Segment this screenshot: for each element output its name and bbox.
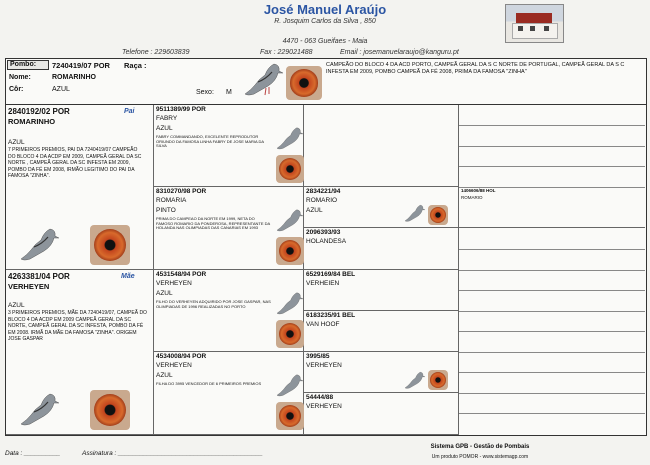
gp-ds-cell [154, 270, 304, 352]
ggp-ddd-name: VERHEYEN [306, 403, 342, 410]
pigeon-icon [244, 60, 284, 98]
ggp-sdd-ring: 2096393/93 [306, 229, 341, 236]
ggp-dds-name: VERHEYEN [306, 362, 342, 369]
ggp-ddd-ring: 54444/88 [306, 394, 334, 401]
eye-photo [286, 66, 322, 100]
pigeon-icon [276, 290, 304, 316]
pombo-label: Pombo: [7, 60, 49, 70]
breeder-email: Email : josemanuelaraujo@kanguru.pt [340, 49, 459, 56]
pedigree-grid [5, 104, 647, 436]
ggp-sdd-cell [304, 228, 459, 270]
raca-label: Raça : [124, 61, 147, 70]
gp-ss-ring: 9511389/99 POR [156, 106, 206, 113]
eye-photo [428, 370, 448, 390]
sire-notes: 7 PRIMEIROS PREMIOS, PAI DA 7240419/07 CAMPEÃO DO BLOCO 4 DA ACDP EM 2009, CAMPEÃ GERAL DA SC NORTE , CAMPEÃ GERAL DA SC INFESTA EM 2009, POMBO DA FÉ EM 2008, IRMÃO LEGITIMO DO PAI DA FAMOSA "ZINHA". [8, 147, 142, 179]
dam-cell [6, 270, 154, 435]
brand-name: Sistema GPB - Gestão de Pombais [430, 444, 530, 450]
ggp-sds-ring: 2834221/94 [306, 188, 341, 195]
gp-ss-name: FABRY [156, 115, 178, 122]
ggp-ss-cell [304, 105, 459, 187]
eye-photo [90, 390, 130, 430]
pigeon-icon [404, 203, 426, 223]
pigeon-icon [276, 125, 304, 151]
ggp-dsd-ring: 6183235/91 BEL [306, 312, 356, 319]
ggp-sds-cell [304, 187, 459, 228]
ggp-dsd-name: VAN HOOF [306, 321, 340, 328]
ggp-sdd-name: HOLANDESA [306, 238, 347, 245]
gp-dd-ring: 4534008/94 POR [156, 353, 207, 360]
eye-photo [276, 155, 304, 183]
gggp-sdss-cell [459, 187, 645, 228]
ggp-sds-color: AZUL [306, 207, 323, 214]
gp-ss-color: AZUL [156, 125, 173, 132]
pigeon-icon [20, 390, 60, 428]
breeder-name: José Manuel Araújo [263, 2, 387, 17]
dam-ring: 4263381/04 POR [8, 272, 70, 281]
signature-field: Assinatura : ________________________________________ [82, 450, 263, 457]
eye-photo [276, 320, 304, 348]
nome-label: Nome: [9, 74, 31, 81]
eye-photo [428, 205, 448, 225]
gp-ds-name: VERHEYEN [156, 280, 192, 287]
dam-notes: 3 PRIMEIROS PREMIOS, MÃE DA 7240419/07, CAMPEÃ DO BLOCO 4 DA ACDP EM 2009 CAMPEÃ GERAL DA SC NORTE, CAMPEÃ GERAL DA SC INFESTA, POMBO DA FÉ EM 2008. IRMÃ DA MÃE DA FAMOSA "ZINHA". ORIGEM JOSE GASPAR [8, 310, 147, 342]
sire-label: Pai [124, 108, 135, 115]
gp-dd-notes: FILHA DO 3995 VENCEDOR DE 6 PRIMEIROS PREMIOS [156, 381, 262, 386]
gp-ds-notes: FILHO DO VERHEYEN ADQUIRIDO POR JOSE GASPAR, NAS OLIMPIADAS DE 1996 REALIZADAS NO PORTO [156, 299, 271, 309]
cor-label: Côr: [9, 86, 24, 93]
pigeon-icon [276, 372, 304, 398]
sire-ring: 2840192/02 POR [8, 107, 70, 116]
eye-photo [276, 402, 304, 430]
ggp-dss-ring: 6529169/84 BEL [306, 271, 356, 278]
gp-sd-ring: 8310270/98 POR [156, 188, 207, 195]
ggp-ddd-cell [304, 393, 459, 435]
dam-name: VERHEYEN [8, 282, 50, 291]
sire-color: AZUL [8, 139, 25, 146]
data-field: Data : __________ [5, 450, 61, 457]
gp-ss-notes: FABRY COMMANDANDO, EXCELENTE REPRODUTOR ORIUNDO DA FAMOSA LINHA FABRY DE JOSE MARIA DA SILVA [156, 134, 264, 149]
pigeon-name: ROMARINHO [52, 74, 96, 81]
sire-cell [6, 105, 154, 270]
ggp-dsd-cell [304, 311, 459, 352]
ggp-dss-name: VERHEIEN [306, 280, 340, 287]
gp-dd-cell [154, 352, 304, 435]
gp-ds-color: AZUL [156, 290, 173, 297]
gp-sd-notes: PRIMA DO CAMPEAO DA NORTE EM 1999, NETA DO FAMOSO ROMARIO DA PONDEROSA, REPRESENTANTE DA HOLANDA NAS OLIMPIADAS DAS CANARIAS EM 1993 [156, 216, 270, 231]
pigeon-description: CAMPEÃO DO BLOCO 4 DA ACD PORTO, CAMPEÃ GERAL DA S C NORTE DE PORTUGAL, CAMPEÃ GERAL DA S C INFESTA EM 2009, POMBO CAMPEÃ DA FÉ 2008, PRIMA DA FAMOSA "ZINHA" [326, 62, 625, 75]
breeder-phone: Telefone : 229603839 [122, 49, 190, 56]
gp-ss-cell [154, 105, 304, 187]
breeder-street: R. Josquim Carlos da Silva , 850 [274, 18, 376, 25]
ggp-sds-name: ROMARIO [306, 197, 338, 204]
ggp-dds-cell [304, 352, 459, 393]
ggp-dds-ring: 3995/85 [306, 353, 330, 360]
breeder-postal: 4470 - 063 Gueifaes - Maia [282, 38, 368, 45]
dam-label: Mãe [121, 273, 135, 280]
house-photo [505, 4, 564, 43]
gggp-sdss-name: ROMARIO [461, 195, 483, 200]
gp-sd-color: PINTO [156, 207, 176, 214]
pigeon-ring: 7240419/07 POR [52, 61, 110, 70]
eye-photo [90, 225, 130, 265]
pigeon-icon [20, 225, 60, 263]
dam-color: AZUL [8, 302, 25, 309]
gp-sd-cell [154, 187, 304, 270]
pigeon-info [5, 58, 647, 106]
ggp-dss-cell [304, 270, 459, 311]
sexo-label: Sexo: [196, 89, 214, 96]
pigeon-sex: M [226, 89, 232, 96]
pigeon-icon [276, 207, 304, 233]
brand-sub: Um produto POMOR - www.sistemagp.com [431, 454, 529, 460]
gp-ds-ring: 4531548/94 POR [156, 271, 207, 278]
gp-dd-color: AZUL [156, 372, 173, 379]
pigeon-icon [404, 370, 426, 390]
sire-name: ROMARINHO [8, 117, 56, 126]
gp-dd-name: VERHEYEN [156, 362, 192, 369]
breeder-fax: Fax : 229021488 [260, 49, 313, 56]
eye-photo [276, 237, 304, 265]
gggp-sdss-ring: 1406606/88 HOL [461, 188, 496, 193]
pigeon-color: AZUL [52, 86, 70, 93]
gp-sd-name: ROMARIA [156, 197, 187, 204]
